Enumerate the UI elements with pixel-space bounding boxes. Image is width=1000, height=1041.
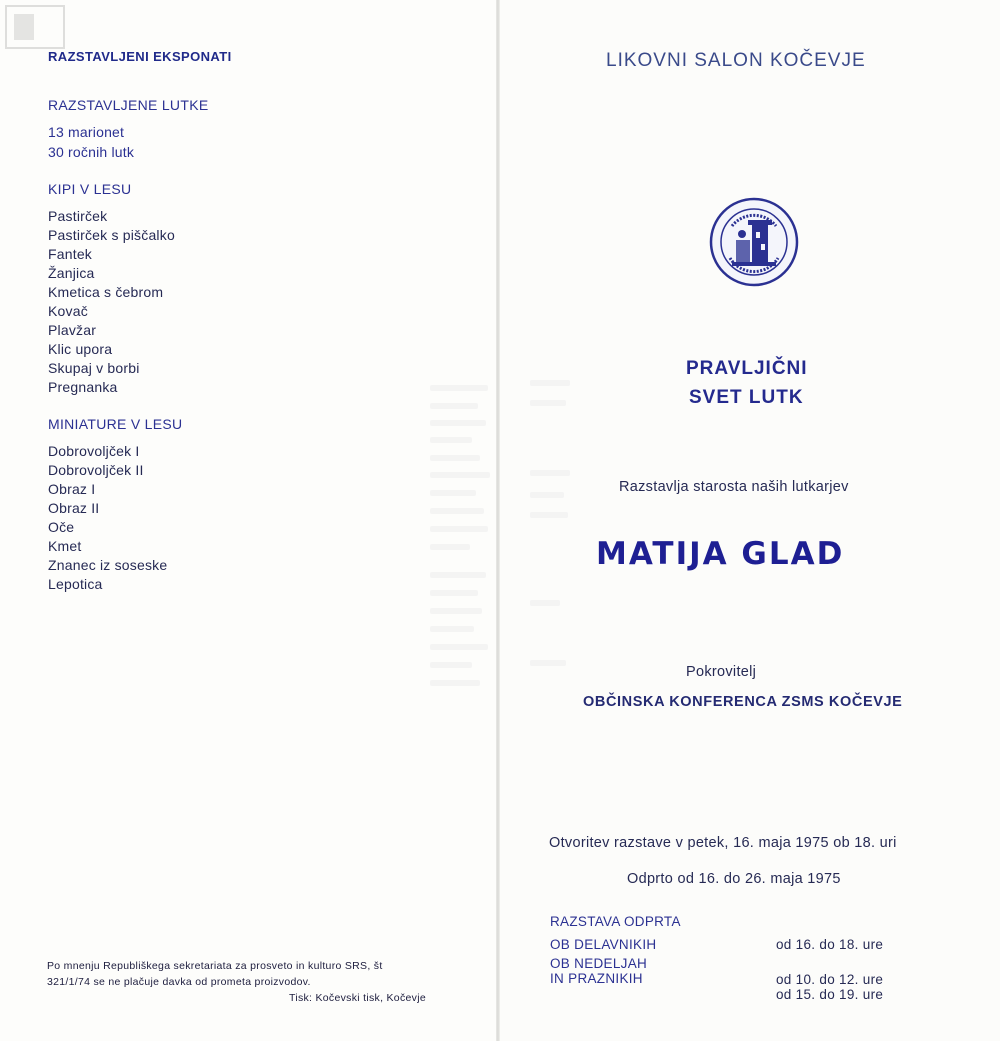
list-item: Plavžar (48, 322, 97, 338)
holidays-label-line2: IN PRAZNIKIH (550, 971, 643, 986)
weekdays-hours: od 16. do 18. ure (776, 937, 884, 952)
list-item: Kmet (48, 538, 82, 554)
list-item: Dobrovoljček I (48, 443, 140, 459)
patron-name: OBČINSKA KONFERENCA ZSMS KOČEVJE (583, 694, 903, 710)
municipal-seal-icon (708, 196, 800, 288)
list-item: 30 ročnih lutk (48, 144, 135, 160)
exhibition-title-line1: PRAVLJIČNI (686, 358, 808, 379)
holidays-hours-1: od 10. do 12. ure (776, 972, 884, 987)
patron-label: Pokrovitelj (686, 664, 757, 680)
page-fold (496, 0, 500, 1041)
list-item: Obraz I (48, 481, 96, 497)
print-credit: Tisk: Kočevski tisk, Kočevje (289, 992, 426, 1004)
list-item: Pastirček (48, 208, 108, 224)
list-item: Oče (48, 519, 75, 535)
list-item: Klic upora (48, 341, 113, 357)
opening-info: Otvoritev razstave v petek, 16. maja 1975 ob 18. uri (549, 835, 897, 851)
hours-title: RAZSTAVA ODPRTA (550, 914, 681, 929)
list-item: Znanec iz soseske (48, 557, 168, 573)
tax-exemption-note-line1: Po mnenju Republiškega sekretariata za prosveto in kulturo SRS, št (47, 960, 383, 972)
list-item: Pregnanka (48, 379, 118, 395)
list-item: Lepotica (48, 576, 103, 592)
venue-title: LIKOVNI SALON KOČEVJE (606, 50, 866, 71)
list-item: Fantek (48, 246, 92, 262)
holidays-hours-2: od 15. do 19. ure (776, 987, 884, 1002)
list-item: Obraz II (48, 500, 100, 516)
exhibits-header: RAZSTAVLJENI EKSPONATI (48, 49, 232, 64)
list-item: Kovač (48, 303, 88, 319)
exhibition-title-line2: SVET LUTK (689, 387, 804, 408)
archive-stamp-icon (0, 0, 70, 54)
weekdays-label: OB DELAVNIKIH (550, 937, 657, 952)
holidays-label-line1: OB NEDELJAH (550, 956, 648, 971)
list-item: Kmetica s čebrom (48, 284, 164, 300)
exhibition-subtitle: Razstavlja starosta naših lutkarjev (619, 479, 849, 495)
wood-miniatures-section-title: MINIATURE V LESU (48, 416, 183, 432)
wood-statues-section-title: KIPI V LESU (48, 181, 132, 197)
list-item: Žanjica (48, 265, 95, 281)
open-period: Odprto od 16. do 26. maja 1975 (627, 871, 841, 887)
list-item: Skupaj v borbi (48, 360, 140, 376)
artist-name: MATIJA GLAD (596, 536, 845, 572)
tax-exemption-note-line2: 321/1/74 se ne plačuje davka od prometa proizvodov. (47, 976, 311, 988)
list-item: Dobrovoljček II (48, 462, 144, 478)
list-item: 13 marionet (48, 124, 125, 140)
list-item: Pastirček s piščalko (48, 227, 175, 243)
puppets-section-title: RAZSTAVLJENE LUTKE (48, 97, 209, 113)
